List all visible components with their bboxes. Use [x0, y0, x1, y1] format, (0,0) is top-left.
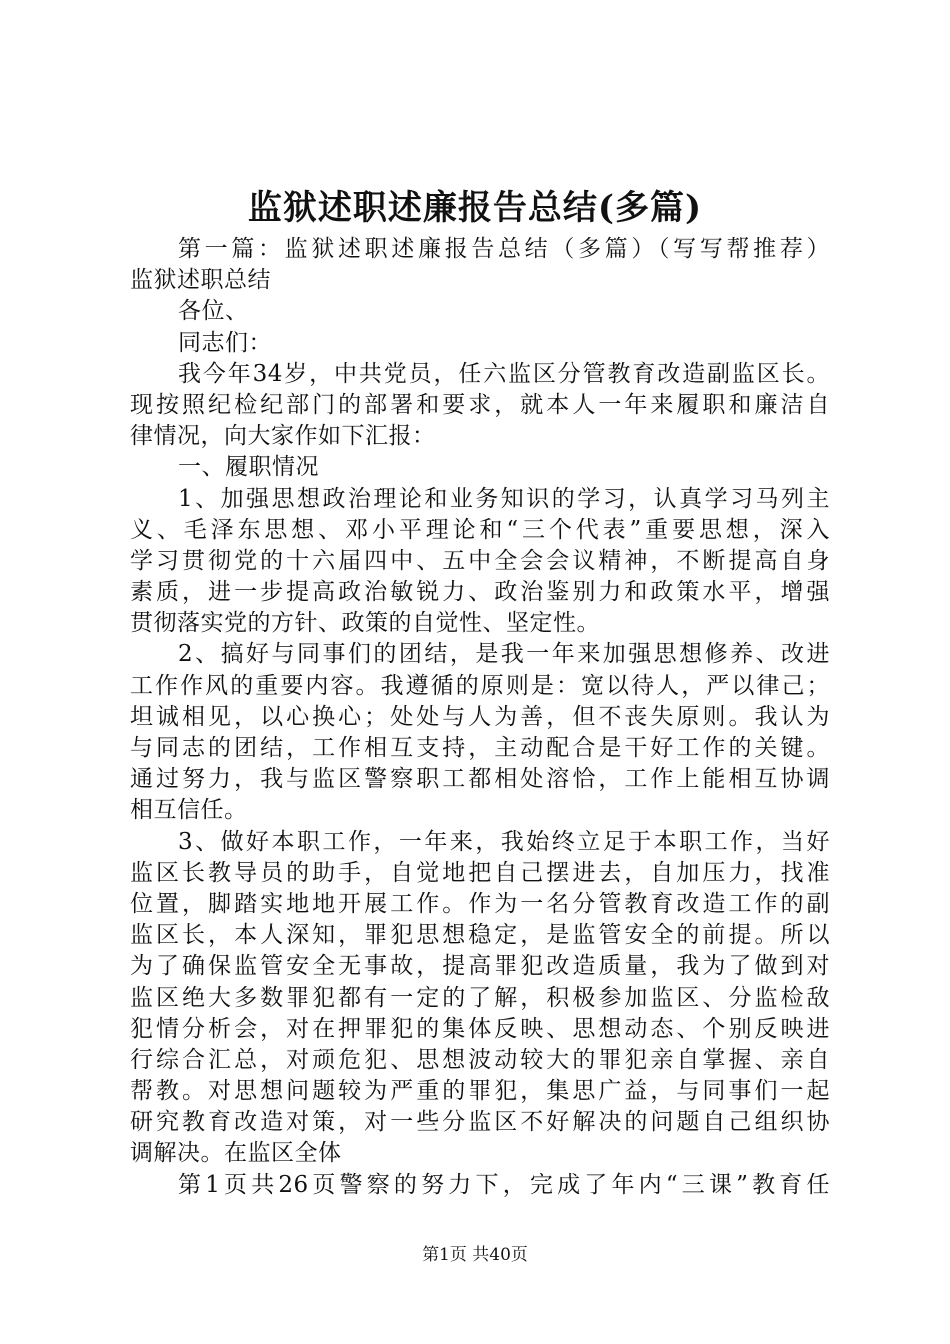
document-title: 监狱述职述廉报告总结(多篇) [247, 188, 703, 228]
body-line: 行综合汇总，对顽危犯、思想波动较大的罪犯亲自掌握、亲自 [130, 1046, 830, 1073]
body-line: 一、履职情况 [178, 454, 319, 481]
body-line: 坦诚相见，以心换心；处处与人为善，但不丧失原则。我认为 [130, 703, 830, 730]
body-line: 监区绝大多数罪犯都有一定的了解，积极参加监区、分监检敌 [130, 984, 830, 1011]
body-line: 现按照纪检纪部门的部署和要求，就本人一年来履职和廉洁自 [130, 391, 830, 418]
body-line: 为了确保监管安全无事故，提高罪犯改造质量，我为了做到对 [130, 953, 830, 980]
body-line: 2、搞好与同事们的团结，是我一年来加强思想修养、改进 [178, 641, 830, 668]
body-line: 通过努力，我与监区警察职工都相处溶恰，工作上能相互协调 [130, 766, 830, 793]
page-footer: 第1页 共40页 [422, 1245, 528, 1265]
body-line: 第1页共26页警察的努力下，完成了年内“三课”教育任 [178, 1171, 830, 1198]
document-body [130, 234, 830, 1201]
body-line: 与同志的团结，工作相互支持，主动配合是干好工作的关键。 [130, 735, 830, 761]
body-line: 位置，脚踏实地地开展工作。作为一名分管教育改造工作的副 [130, 890, 830, 917]
body-line: 1、加强思想政治理论和业务知识的学习，认真学习马列主 [178, 485, 830, 512]
body-line: 相互信任。 [130, 797, 248, 824]
body-line: 贯彻落实党的方针、政策的自觉性、坚定性。 [130, 610, 600, 637]
body-line: 我今年34岁，中共党员，任六监区分管教育改造副监区长。 [178, 360, 830, 387]
body-line: 律情况，向大家作如下汇报： [130, 423, 436, 450]
body-line: 帮教。对思想问题较为严重的罪犯，集思广益，与同事们一起 [130, 1078, 830, 1105]
body-line: 研究教育改造对策，对一些分监区不好解决的问题自己组织协 [130, 1109, 830, 1136]
body-line: 同志们： [178, 329, 272, 356]
body-line: 学习贯彻党的十六届四中、五中全会会议精神，不断提高自身 [130, 547, 830, 574]
body-line: 第一篇：监狱述职述廉报告总结（多篇）（写写帮推荐） [178, 236, 830, 262]
body-line: 3、做好本职工作，一年来，我始终立足于本职工作，当好 [178, 828, 830, 855]
body-line: 工作作风的重要内容。我遵循的原则是：宽以待人，严以律己； [130, 672, 830, 699]
body-line: 各位、 [178, 298, 249, 325]
body-line: 监区长，本人深知，罪犯思想稳定，是监管安全的前提。所以 [130, 922, 830, 949]
body-line: 犯情分析会，对在押罪犯的集体反映、思想动态、个别反映进 [130, 1015, 830, 1042]
body-line: 监区长教导员的助手，自觉地把自己摆进去，自加压力，找准 [130, 859, 830, 886]
body-line: 监狱述职总结 [130, 267, 271, 294]
body-line: 义、毛泽东思想、邓小平理论和“三个代表”重要思想，深入 [130, 516, 830, 543]
body-line: 调解决。在监区全体 [130, 1140, 342, 1167]
body-line: 素质，进一步提高政治敏锐力、政治鉴别力和政策水平，增强 [130, 579, 830, 606]
